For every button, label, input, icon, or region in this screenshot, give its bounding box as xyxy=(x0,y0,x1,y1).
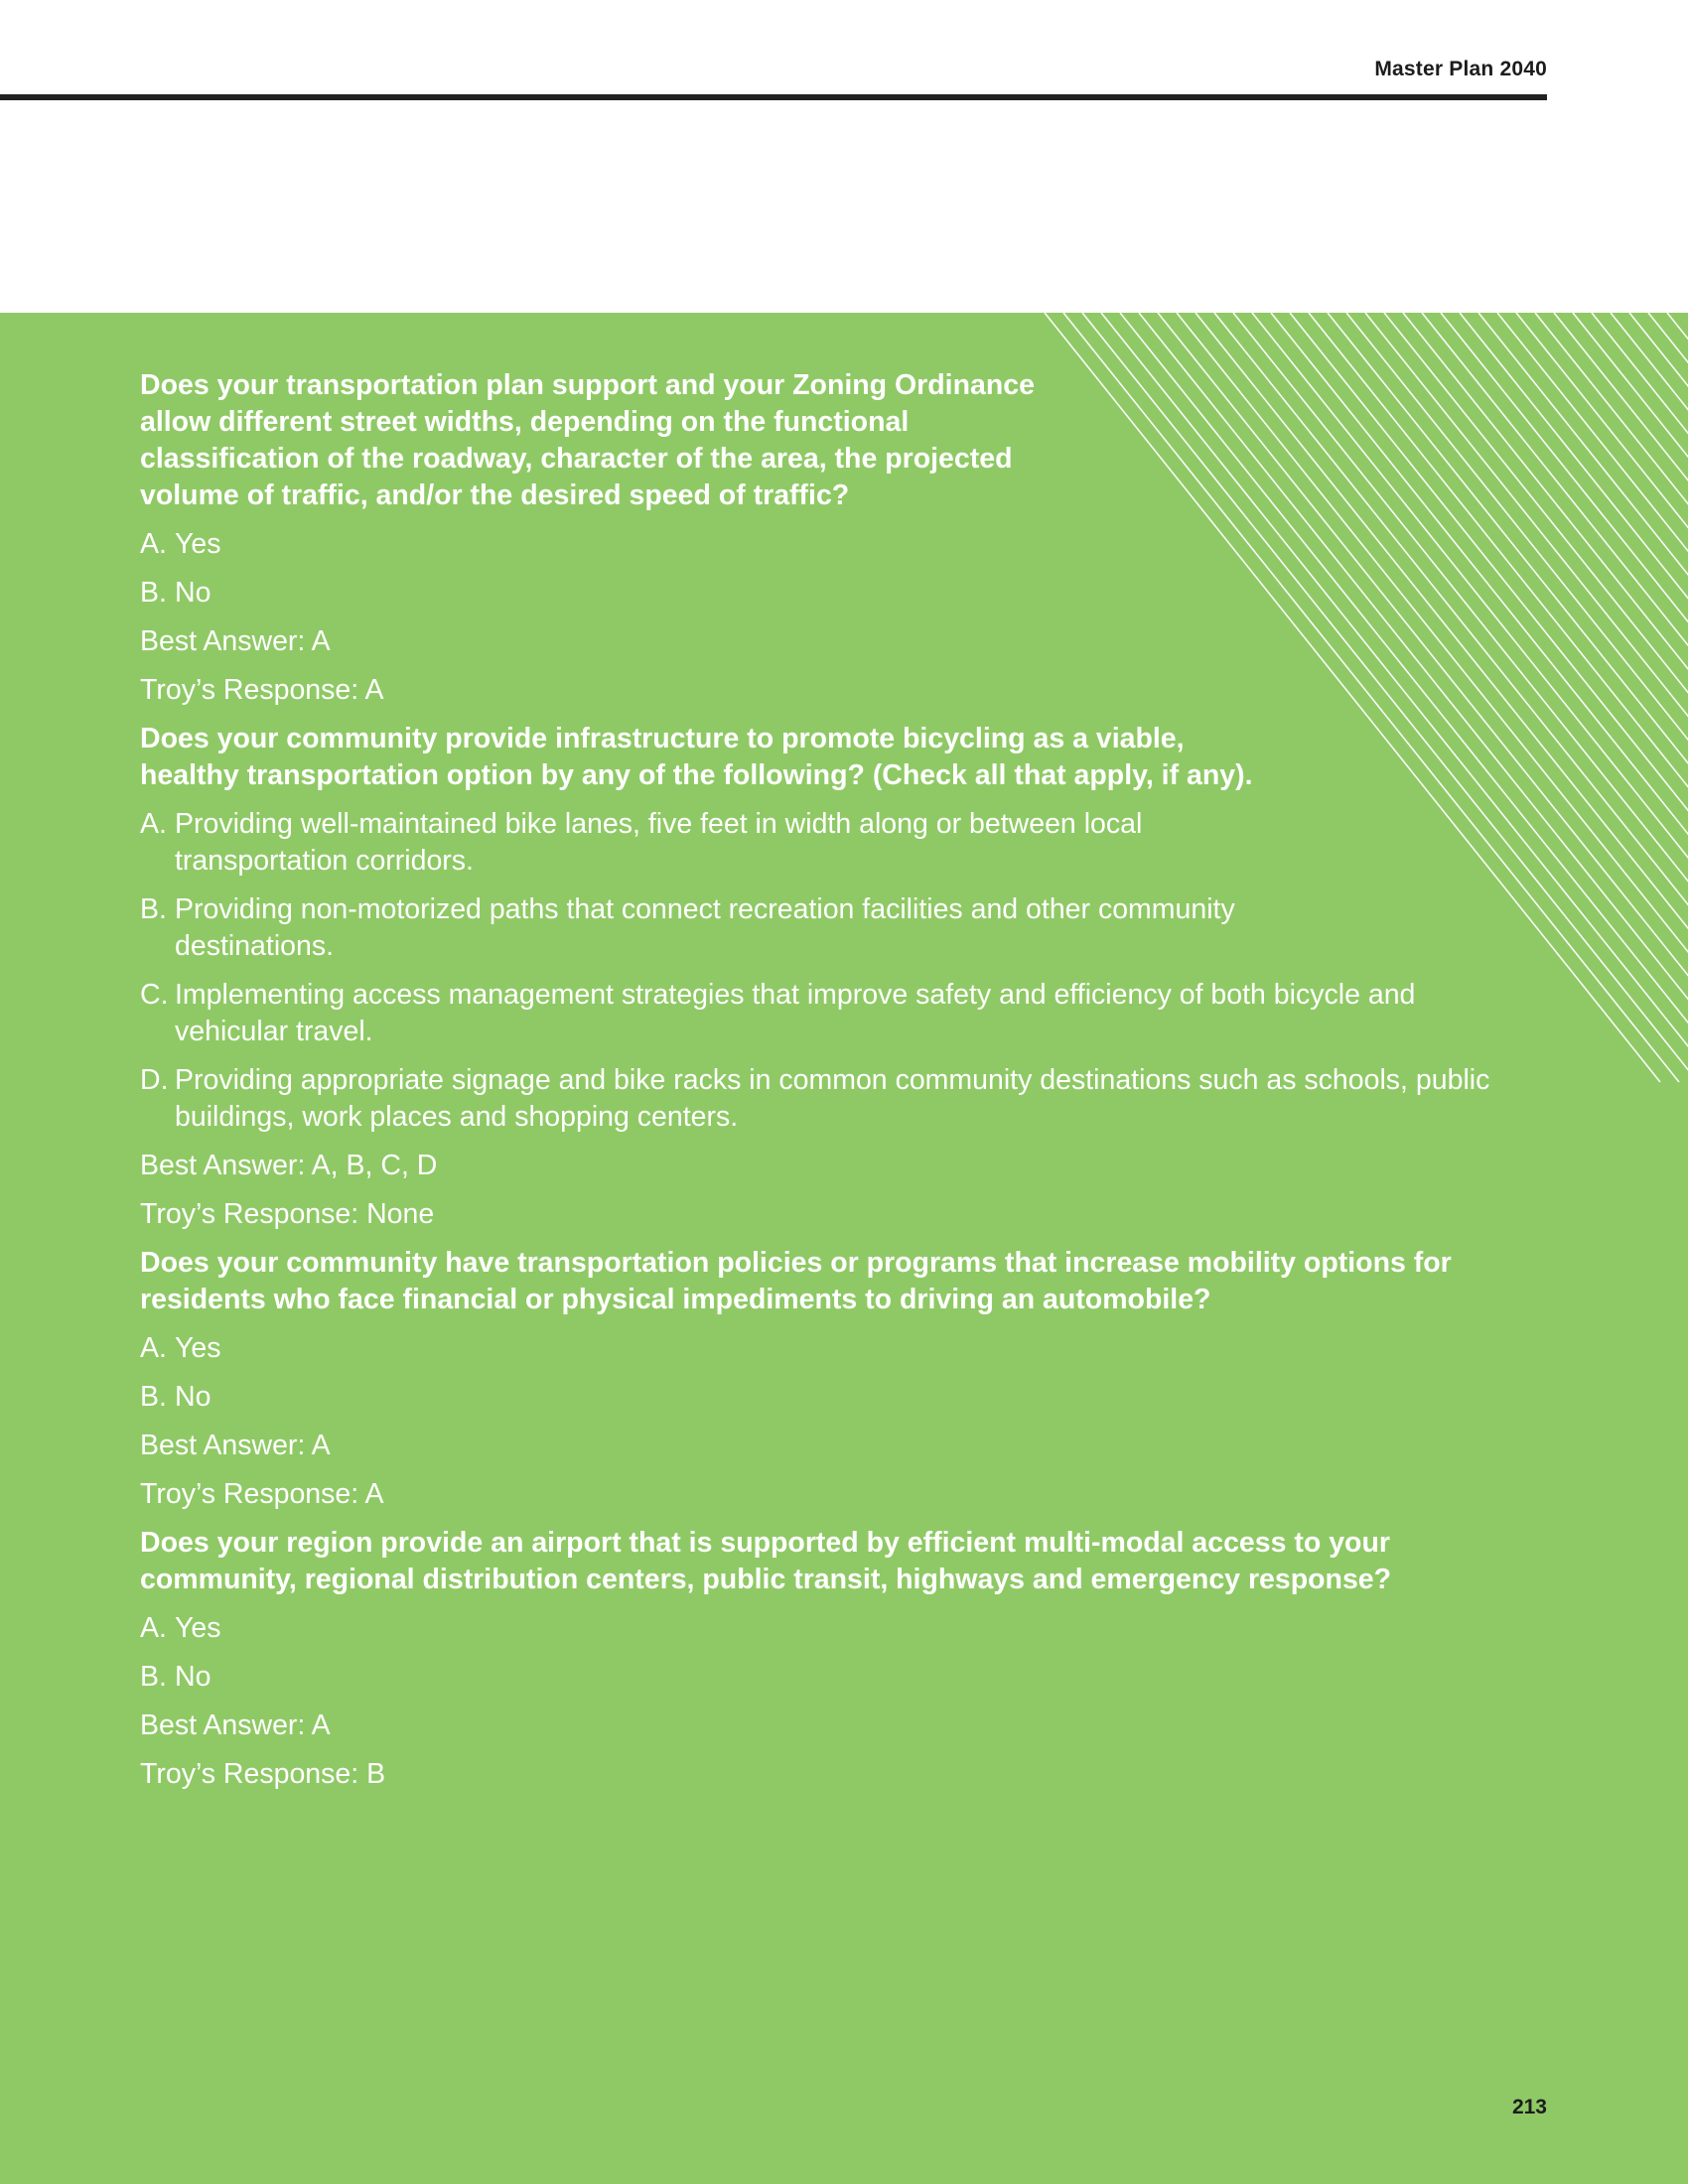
question-text: Does your region provide an airport that is supported by efficient multi-modal access to your community, regional distribution centers, public transit, highways and emergency response? xyxy=(140,1527,1392,1595)
option-text: Providing non-motorized paths that connect recreation facilities and other community destinations. xyxy=(175,893,1235,962)
answer-option xyxy=(140,575,1500,623)
option-text: No xyxy=(175,1661,211,1693)
option-letter: B. xyxy=(140,893,167,925)
option-letter: B. xyxy=(140,1661,167,1693)
stripe-line xyxy=(1554,313,1688,1082)
answer-option xyxy=(140,1659,1500,1707)
stripe-line xyxy=(1629,313,1688,1082)
answer-option xyxy=(140,806,1252,891)
option-text: Yes xyxy=(175,528,221,560)
option-letter: A. xyxy=(140,1612,167,1644)
answer-option xyxy=(140,891,1332,977)
questionnaire-content xyxy=(140,367,1500,1805)
stripe-line xyxy=(1478,313,1688,1082)
page-number: 213 xyxy=(1511,2096,1547,2118)
question-text: Does your transportation plan support and your Zoning Ordinance allow different street widths, depending on the functional classification of the roadway, character of the area, the projected volume of traffic, and/or the desired speed of traffic? xyxy=(140,369,1035,511)
option-letter: A. xyxy=(140,528,167,560)
best-answer: Best Answer: A xyxy=(140,1709,331,1741)
troy-response: Troy’s Response: A xyxy=(140,674,384,706)
questionnaire-panel xyxy=(0,313,1688,2184)
best-answer: Best Answer: A xyxy=(140,625,331,657)
stripe-line xyxy=(1497,313,1688,1082)
answer-option xyxy=(140,1062,1500,1148)
option-text: Yes xyxy=(175,1332,221,1364)
question-block-airport xyxy=(140,1525,1500,1805)
option-text: Yes xyxy=(175,1612,221,1644)
best-answer: Best Answer: A, B, C, D xyxy=(140,1150,438,1181)
best-answer: Best Answer: A xyxy=(140,1430,331,1461)
option-text: No xyxy=(175,577,211,609)
option-letter: D. xyxy=(140,1064,169,1096)
option-text: Providing appropriate signage and bike racks in common community destinations such as schools, public buildings, work places and shopping centers. xyxy=(175,1064,1490,1133)
question-text: Does your community have transportation policies or programs that increase mobility options for residents who face financial or physical impediments to driving an automobile? xyxy=(140,1247,1452,1315)
running-header-title: Master Plan 2040 xyxy=(1374,58,1547,80)
header-rule xyxy=(0,94,1547,100)
question-block-bicycling xyxy=(140,721,1500,1245)
troy-response: Troy’s Response: B xyxy=(140,1758,386,1790)
option-text: Implementing access management strategies that improve safety and efficiency of both bicycle and vehicular travel. xyxy=(175,979,1416,1047)
option-letter: A. xyxy=(140,808,167,840)
answer-option xyxy=(140,977,1451,1062)
question-block-mobility xyxy=(140,1245,1500,1525)
troy-response: Troy’s Response: None xyxy=(140,1198,435,1230)
answer-option xyxy=(140,526,1500,575)
question-text: Does your community provide infrastructure to promote bicycling as a viable, healthy transportation option by any of the following? (Check all that apply, if any). xyxy=(140,723,1253,791)
option-letter: A. xyxy=(140,1332,167,1364)
troy-response: Troy’s Response: A xyxy=(140,1478,384,1510)
option-text: Providing well-maintained bike lanes, five feet in width along or between local transportation corridors. xyxy=(175,808,1143,877)
answer-option xyxy=(140,1610,1500,1659)
option-letter: B. xyxy=(140,577,167,609)
option-letter: C. xyxy=(140,979,169,1011)
option-letter: B. xyxy=(140,1381,167,1413)
answer-option xyxy=(140,1379,1500,1428)
answer-option xyxy=(140,1330,1500,1379)
option-text: No xyxy=(175,1381,211,1413)
stripe-line xyxy=(1611,313,1688,1082)
question-block-street-widths xyxy=(140,367,1500,721)
